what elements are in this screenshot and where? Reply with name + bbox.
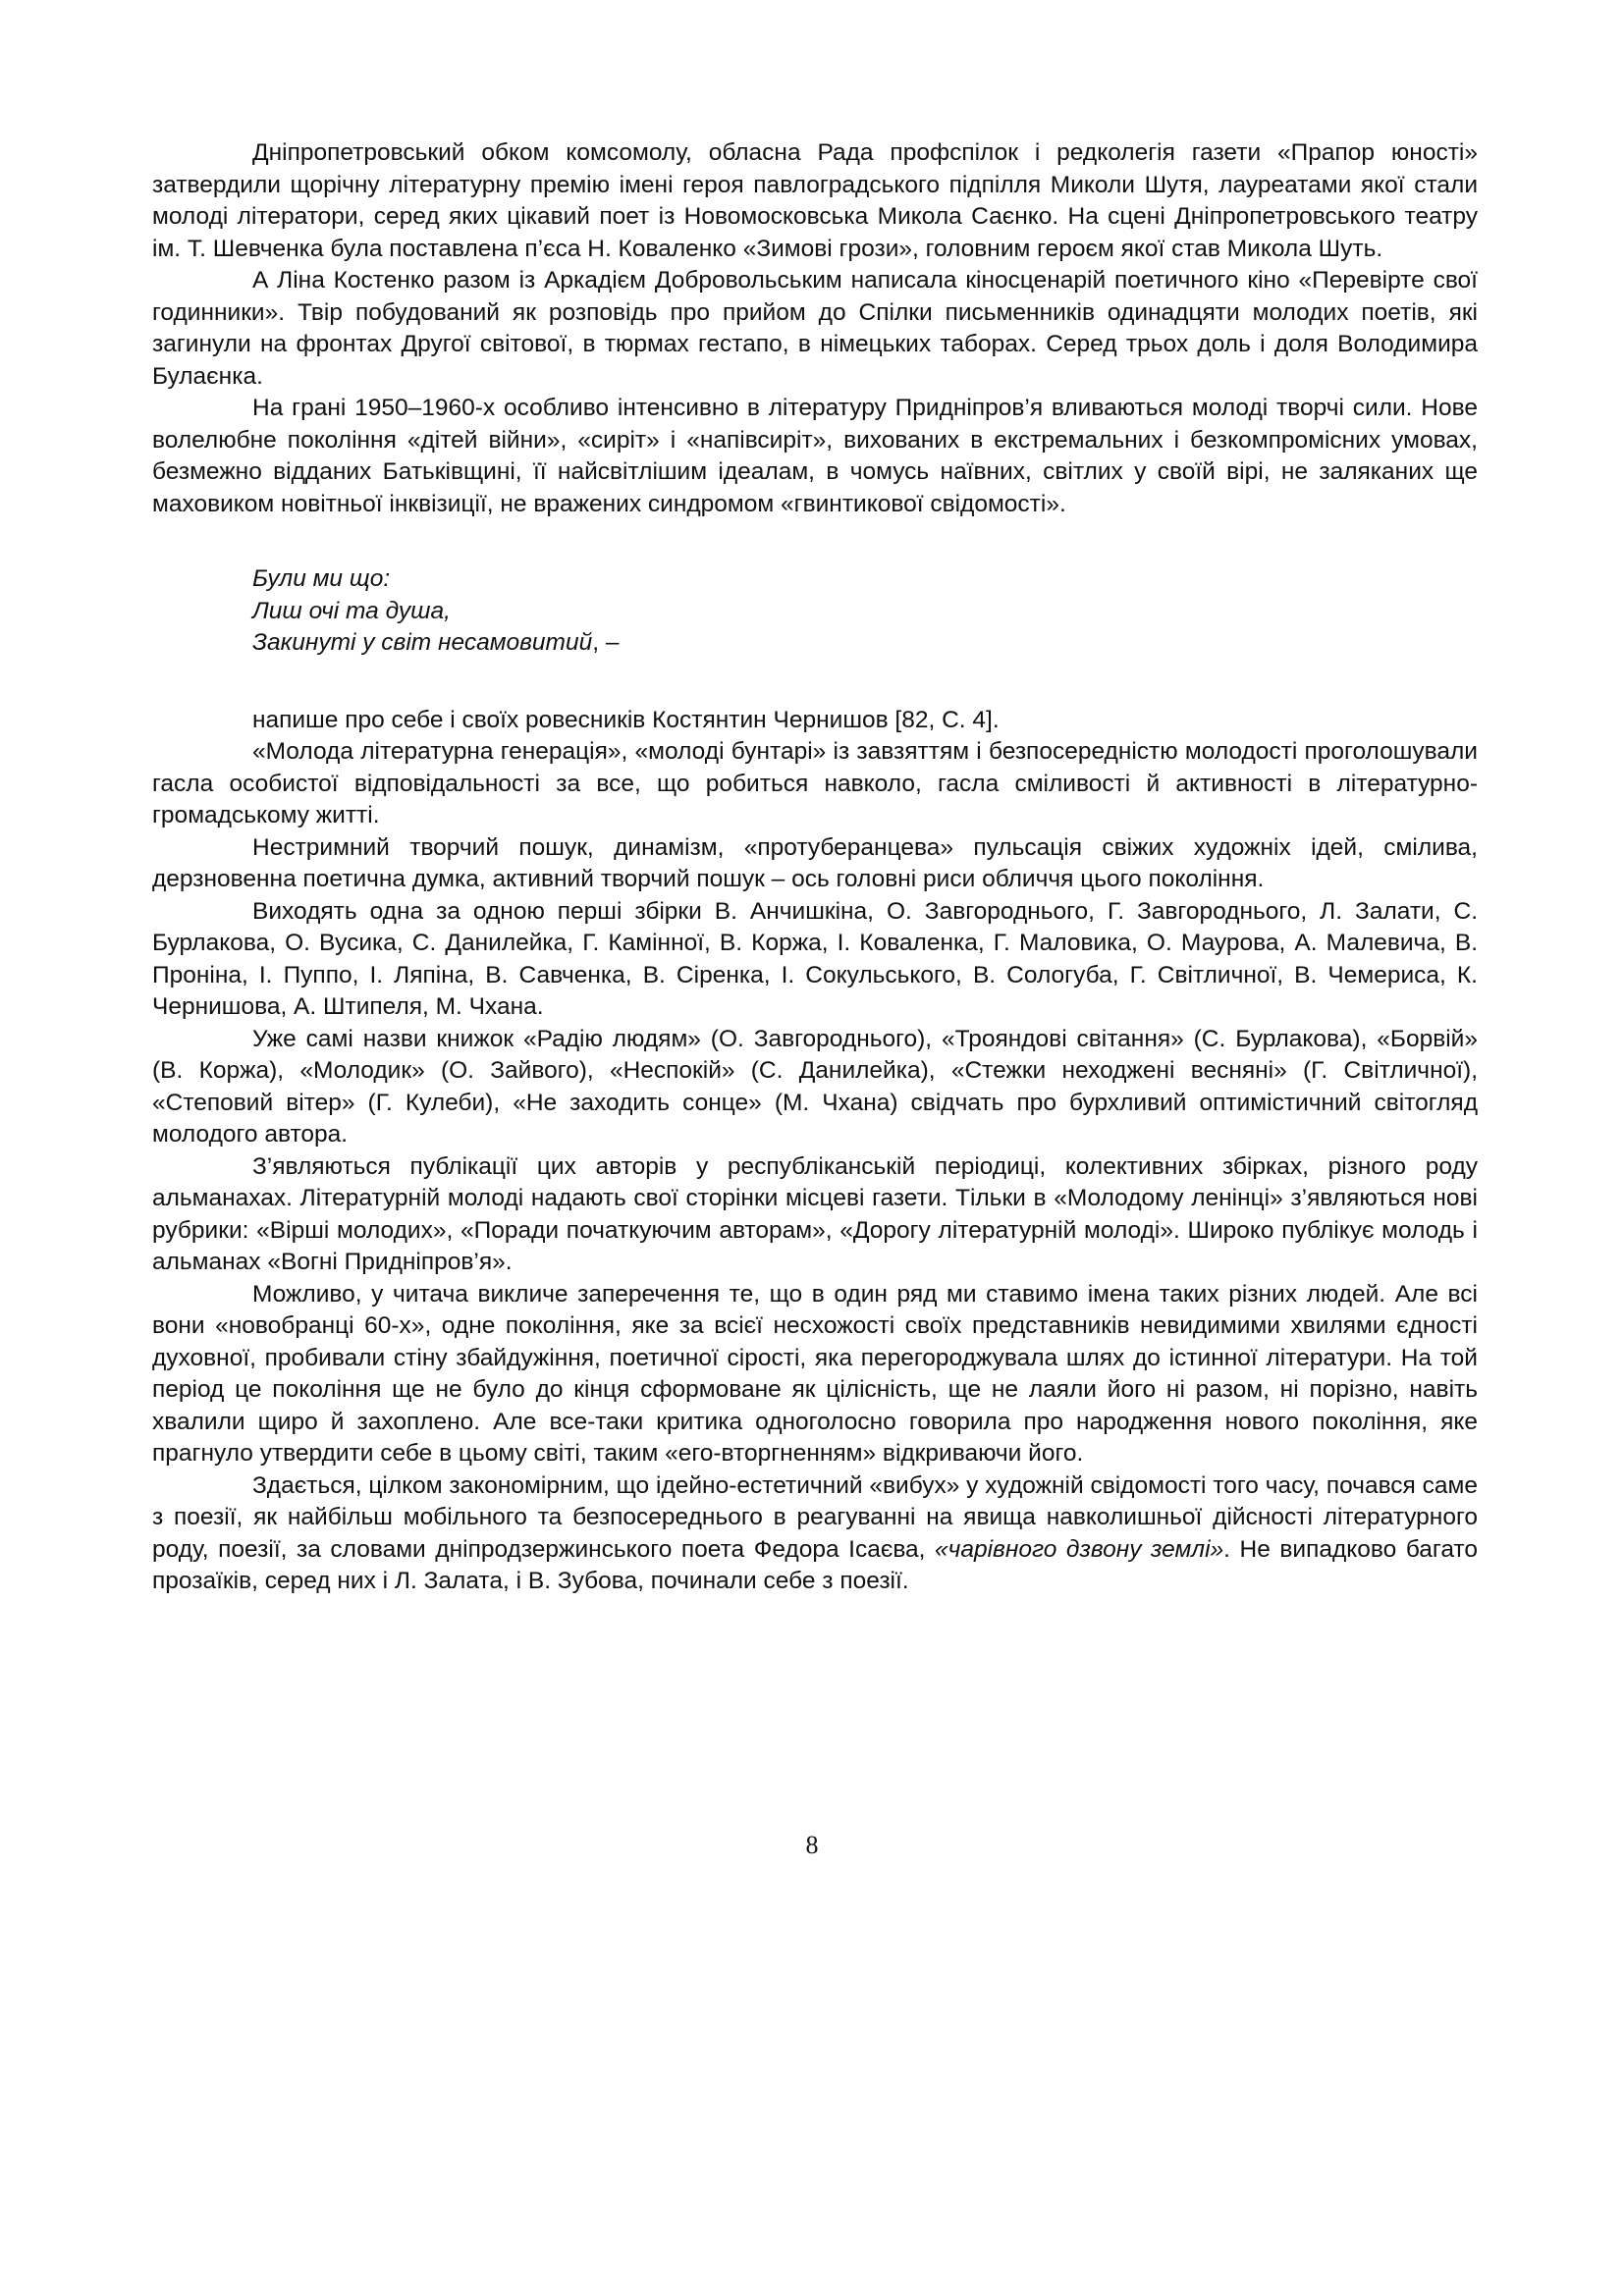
poem-quote	[252, 563, 1478, 660]
poetry-explosion-text: Здається, цілком закономірним, що ідейно-естетичний «вибух» у художній свідомості того часу, почався саме з поезії, як найбільш мобільного та безпосереднього в реагуванні на явища навколишньої дійсності літературного роду, поезії, за словами дніпродзержинського поета Федора Ісаєва,	[152, 1471, 1478, 1563]
paragraph-recruits: Можливо, у читача викличе заперечення те, що в один ряд ми ставимо імена таких різних людей. Але всі вони «новобранці 60-х», одне покоління, яке за всієї несхожості своїх представників невидимими хвилями єдності духовної, пробивали стіну збайдужіння, поетичної сірості, яка перегороджувала шлях до істинної літератури. На той період це покоління ще не було до кінця сформоване як цілісність, ще не лаяли його ні разом, ні порізно, навіть хвалили щиро й захоплено. Але все-таки критика одноголосно говорила про народження нового покоління, яке прагнуло утвердити себе в цьому світі, таким «его-вторгненням» відкриваючи його.	[152, 1280, 1478, 1467]
paragraph-publications: З’являються публікації цих авторів у республіканській періодиці, колективних збірках, різного роду альманахах. Літературній молоді надають свої сторінки місцеві газети. Тільки в «Молодому ленінці» з’являються нові рубрики: «Вірші молодих», «Поради початкуючим авторам», «Дорогу літературній молоді». Широко публікує молодь і альманах «Вогні Придніпров’я».	[152, 1152, 1478, 1275]
paragraph-poetry-explosion	[152, 1470, 1478, 1598]
body-text	[152, 137, 1478, 1598]
paragraph-rebels: «Молода літературна генерація», «молоді бунтарі» із завзяттям і безпосередністю молодості проголошували гасла особистої відповідальності за все, що робиться навколо, гасла сміливості й активності в літературно-громадському житті.	[152, 738, 1478, 828]
poem-line-3-dash: , –	[592, 629, 620, 656]
poem-line-3	[252, 627, 1478, 660]
paragraph-search: Нестримний творчий пошук, динамізм, «протуберанцева» пульсація свіжих художніх ідей, смілива, дерзновенна поетична думка, активний творчий пошук – ось головні риси обличчя цього покоління.	[152, 833, 1478, 892]
poem-line-2: Лиш очі та душа,	[252, 597, 451, 624]
paragraph-book-titles: Уже самі назви книжок «Радію людям» (О. Завгороднього), «Трояндові світання» (С. Бурлакова), «Борвій» (В. Коржа), «Молодик» (О. Зайвого), «Неспокій» (С. Данилейка), «Стежки неходжені весняні» (Г. Світличної), «Степовий вітер» (Г. Кулеби), «Не заходить сонце» (М. Чхана) свідчать про бурхливий оптимістичний світогляд молодого автора.	[152, 1025, 1478, 1148]
poem-line-3-text: Закинуті у світ несамовитий	[252, 629, 593, 656]
paragraph-new-generation: На грані 1950–1960-х особливо інтенсивно в літературу Придніпров’я вливаються молоді творчі сили. Нове волелюбне покоління «дітей війни», «сиріт» і «напівсиріт», вихованих в екстремальних і безкомпромісних умовах, безмежно відданих Батьківщині, її найсвітлішим ідеалам, в чомусь наївних, світлих у своїй вірі, не заляканих ще маховиком новітньої інквізиції, не вражених синдромом «гвинтикової свідомості».	[152, 395, 1478, 517]
paragraph-first-collections: Виходять одна за одною перші збірки В. Анчишкіна, О. Завгороднього, Г. Завгороднього, Л. Залати, С. Бурлакова, О. Вусика, С. Данилейка, Г. Камінної, В. Коржа, І. Коваленка, Г. Маловика, О. Маурова, А. Малевича, В. Проніна, І. Пуппо, І. Ляпіна, В. Савченка, В. Сіренка, І. Сокульського, В. Сологуба, Г. Світличної, В. Чемериса, К. Чернишова, А. Штипеля, М. Чхана.	[152, 897, 1478, 1020]
paragraph-kostenko: А Ліна Костенко разом із Аркадієм Добровольським написала кіносценарій поетичного кіно «Перевірте свої годинники». Твір побудований як розповідь про прийом до Спілки письменників одинадцяти молодих поетів, які загинули на фронтах Другої світової, в тюрмах гестапо, в німецьких таборах. Серед трьох доль і доля Володимира Булаєнка.	[152, 267, 1478, 390]
paragraph-prize: Дніпропетровський обком комсомолу, обласна Рада профспілок і редколегія газети «Прапор юності» затвердили щорічну літературну премію імені героя павлоградського підпілля Миколи Шутя, лауреатами якої стали молоді літератори, серед яких цікавий поет із Новомосковська Микола Саєнко. На сцені Дніпропетровського театру ім. Т. Шевченка була поставлена п’єса Н. Коваленко «Зимові грози», головним героєм якої став Микола Шуть.	[152, 139, 1478, 262]
poem-line-1: Були ми що:	[252, 565, 391, 592]
poetry-explosion-tail: . Не випадково багато прозаїків, серед них і Л. Залата, і В. Зубова, починали себе з поезії.	[152, 1535, 1478, 1594]
page-number: 8	[805, 1831, 819, 1859]
poetry-explosion-quote: «чарівного дзвону землі»	[935, 1535, 1224, 1563]
poem-attribution: напише про себе і своїх ровесників Костянтин Чернишов [82, С. 4].	[252, 706, 1000, 733]
